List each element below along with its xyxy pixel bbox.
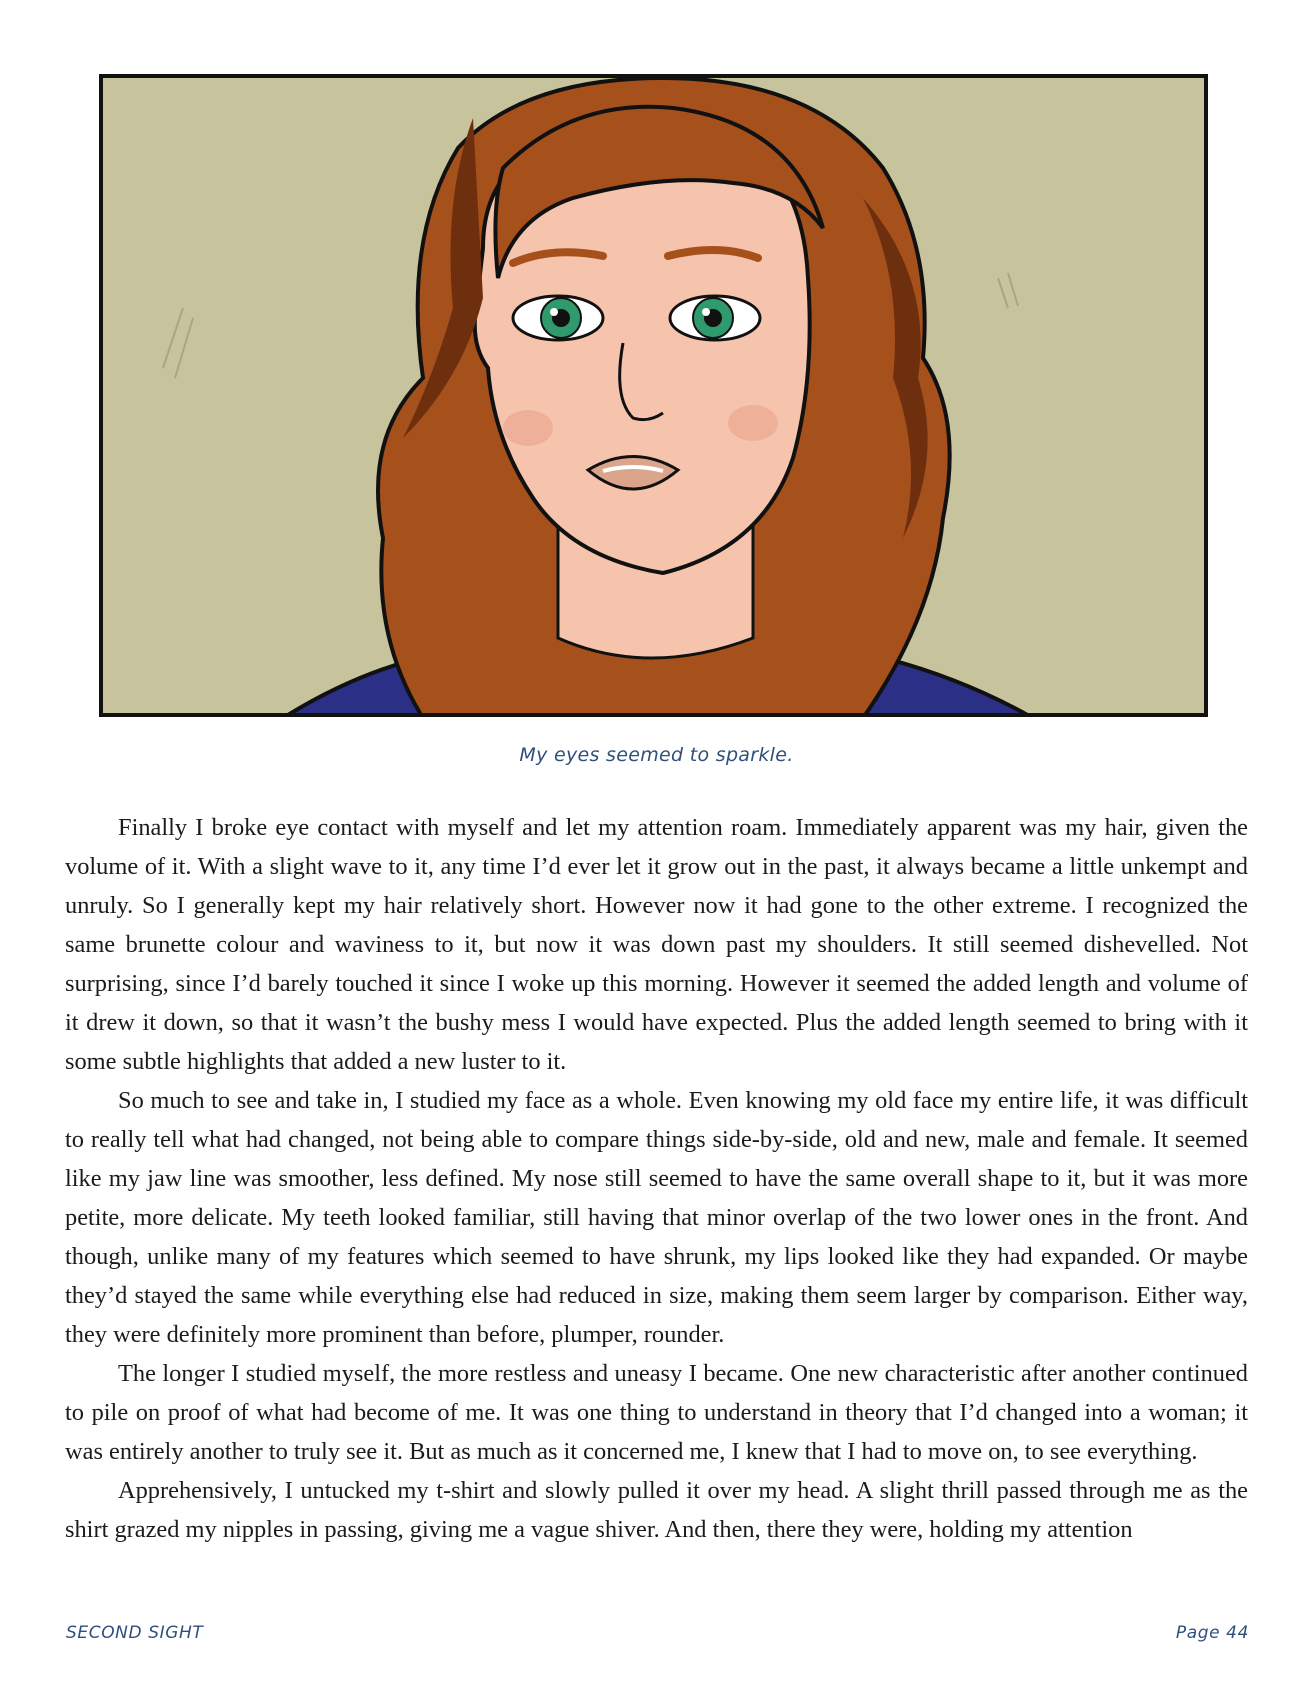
footer-page-number: Page 44 — [1175, 1623, 1249, 1643]
comic-panel — [99, 74, 1208, 717]
story-body — [65, 808, 1248, 1549]
footer-book-title: SECOND SIGHT — [66, 1623, 204, 1643]
woman-portrait-illustration — [103, 78, 1204, 713]
figure-caption: My eyes seemed to sparkle. — [519, 744, 794, 766]
paragraph: Finally I broke eye contact with myself and let my attention roam. Immediately apparent was my hair, given the volume of it. With a slight wave to it, any time I’d ever let it grow out in the past, it always became a little unkempt and unruly. So I generally kept my hair relatively short. However now it had gone to the other extreme. I recognized the same brunette colour and waviness to it, but now it was down past my shoulders. It still seemed dishevelled. Not surprising, since I’d barely touched it since I woke up this morning. However it seemed the added length and volume of it drew it down, so that it wasn’t the bushy mess I would have expected. Plus the added length seemed to bring with it some subtle highlights that added a new luster to it. — [65, 814, 1248, 1075]
paragraph: The longer I studied myself, the more restless and uneasy I became. One new characteristic after another continued to pile on proof of what had become of me. It was one thing to understand in theory that I’d changed into a woman; it was entirely another to truly see it. But as much as it concerned me, I knew that I had to move on, to see everything. — [65, 1360, 1248, 1465]
paragraph: So much to see and take in, I studied my face as a whole. Even knowing my old face my entire life, it was difficult to really tell what had changed, not being able to compare things side-by-side, old and new, male and female. It seemed like my jaw line was smoother, less defined. My nose still seemed to have the same overall shape to it, but it was more petite, more delicate. My teeth looked familiar, still having that minor overlap of the two lower ones in the front. And though, unlike many of my features which seemed to have shrunk, my lips looked like they had expanded. Or maybe they’d stayed the same while everything else had reduced in size, making them seem larger by comparison. Either way, they were definitely more prominent than before, plumper, rounder. — [65, 1087, 1248, 1348]
paragraph: Apprehensively, I untucked my t-shirt and slowly pulled it over my head. A slight thrill passed through me as the shirt grazed my nipples in passing, giving me a vague shiver. And then, there they were, holding my attention — [65, 1477, 1248, 1543]
